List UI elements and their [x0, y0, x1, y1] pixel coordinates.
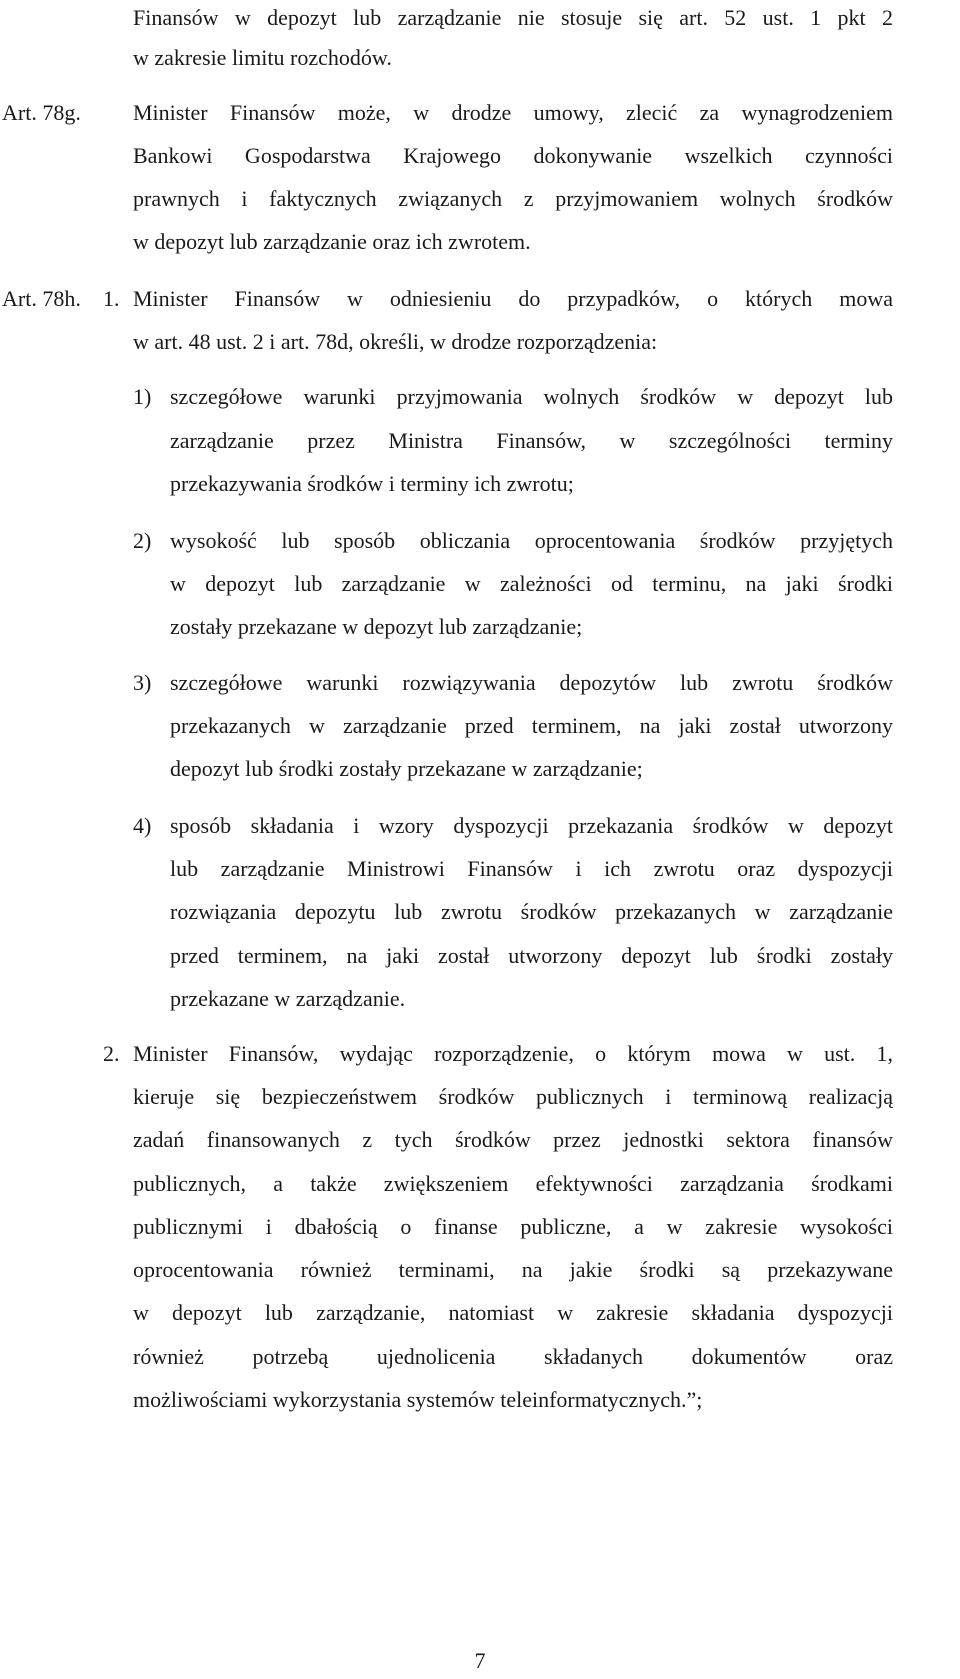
text-line: w depozyt lub zarządzanie oraz ich zwrotem. [133, 229, 531, 254]
article-label: Art. 78g. [2, 100, 81, 125]
text-line: szczegółowe warunki przyjmowania wolnych środków w depozyt lub [170, 384, 893, 409]
text-line: w depozyt lub zarządzanie w zależności od terminu, na jaki środki [170, 571, 893, 596]
text-line: Minister Finansów, wydając rozporządzenie, o którym mowa w ust. 1, [133, 1041, 893, 1066]
page-number: 7 [474, 1648, 486, 1673]
text-line: wysokość lub sposób obliczania oprocentowania środków przyjętych [170, 528, 893, 553]
text-line: Minister Finansów w odniesieniu do przypadków, o których mowa [133, 286, 893, 311]
text-line: oprocentowania również terminami, na jakie środki są przekazywane [133, 1257, 893, 1282]
text-line: publicznymi i dbałością o finanse publiczne, a w zakresie wysokości [133, 1214, 893, 1239]
text-line: zadań finansowanych z tych środków przez jednostki sektora finansów [133, 1127, 893, 1152]
text-line: w art. 48 ust. 2 i art. 78d, określi, w drodze rozporządzenia: [133, 329, 658, 354]
point-number: 2) [133, 528, 152, 553]
text-line: prawnych i faktycznych związanych z przyjmowaniem wolnych środków [133, 186, 893, 211]
text-line: szczegółowe warunki rozwiązywania depozytów lub zwrotu środków [170, 670, 893, 695]
point-number: 4) [133, 813, 152, 838]
text-line: przekazanych w zarządzanie przed terminem, na jaki został utworzony [170, 713, 893, 738]
text-line: również potrzebą ujednolicenia składanych dokumentów oraz [133, 1344, 893, 1369]
text-line: w depozyt lub zarządzanie, natomiast w zakresie składania dyspozycji [133, 1300, 893, 1325]
paragraph-number: 1. [103, 286, 120, 311]
text-line: Minister Finansów może, w drodze umowy, zlecić za wynagrodzeniem [133, 100, 893, 125]
text-line: publicznych, a także zwiększeniem efektywności zarządzania środkami [133, 1171, 893, 1196]
text-line: sposób składania i wzory dyspozycji przekazania środków w depozyt [170, 813, 893, 838]
paragraph-number: 2. [103, 1041, 120, 1066]
text-line: Bankowi Gospodarstwa Krajowego dokonywanie wszelkich czynności [133, 143, 893, 168]
text-line: w zakresie limitu rozchodów. [133, 45, 392, 70]
text-line: rozwiązania depozytu lub zwrotu środków przekazanych w zarządzanie [170, 899, 893, 924]
text-line: Finansów w depozyt lub zarządzanie nie stosuje się art. 52 ust. 1 pkt 2 [133, 5, 893, 30]
text-line: zostały przekazane w depozyt lub zarządzanie; [170, 614, 583, 639]
text-line: przekazane w zarządzanie. [170, 986, 406, 1011]
text-line: zarządzanie przez Ministra Finansów, w szczególności terminy [170, 428, 893, 453]
text-line: przed terminem, na jaki został utworzony depozyt lub środki zostały [170, 943, 893, 968]
article-label: Art. 78h. [2, 286, 81, 311]
text-line: depozyt lub środki zostały przekazane w zarządzanie; [170, 756, 643, 781]
text-line: kieruje się bezpieczeństwem środków publicznych i terminową realizacją [133, 1084, 893, 1109]
text-line: lub zarządzanie Ministrowi Finansów i ich zwrotu oraz dyspozycji [170, 856, 893, 881]
text-line: przekazywania środków i terminy ich zwrotu; [170, 471, 574, 496]
point-number: 1) [133, 384, 152, 409]
text-line: możliwościami wykorzystania systemów teleinformatycznych.”; [133, 1387, 703, 1412]
point-number: 3) [133, 670, 152, 695]
